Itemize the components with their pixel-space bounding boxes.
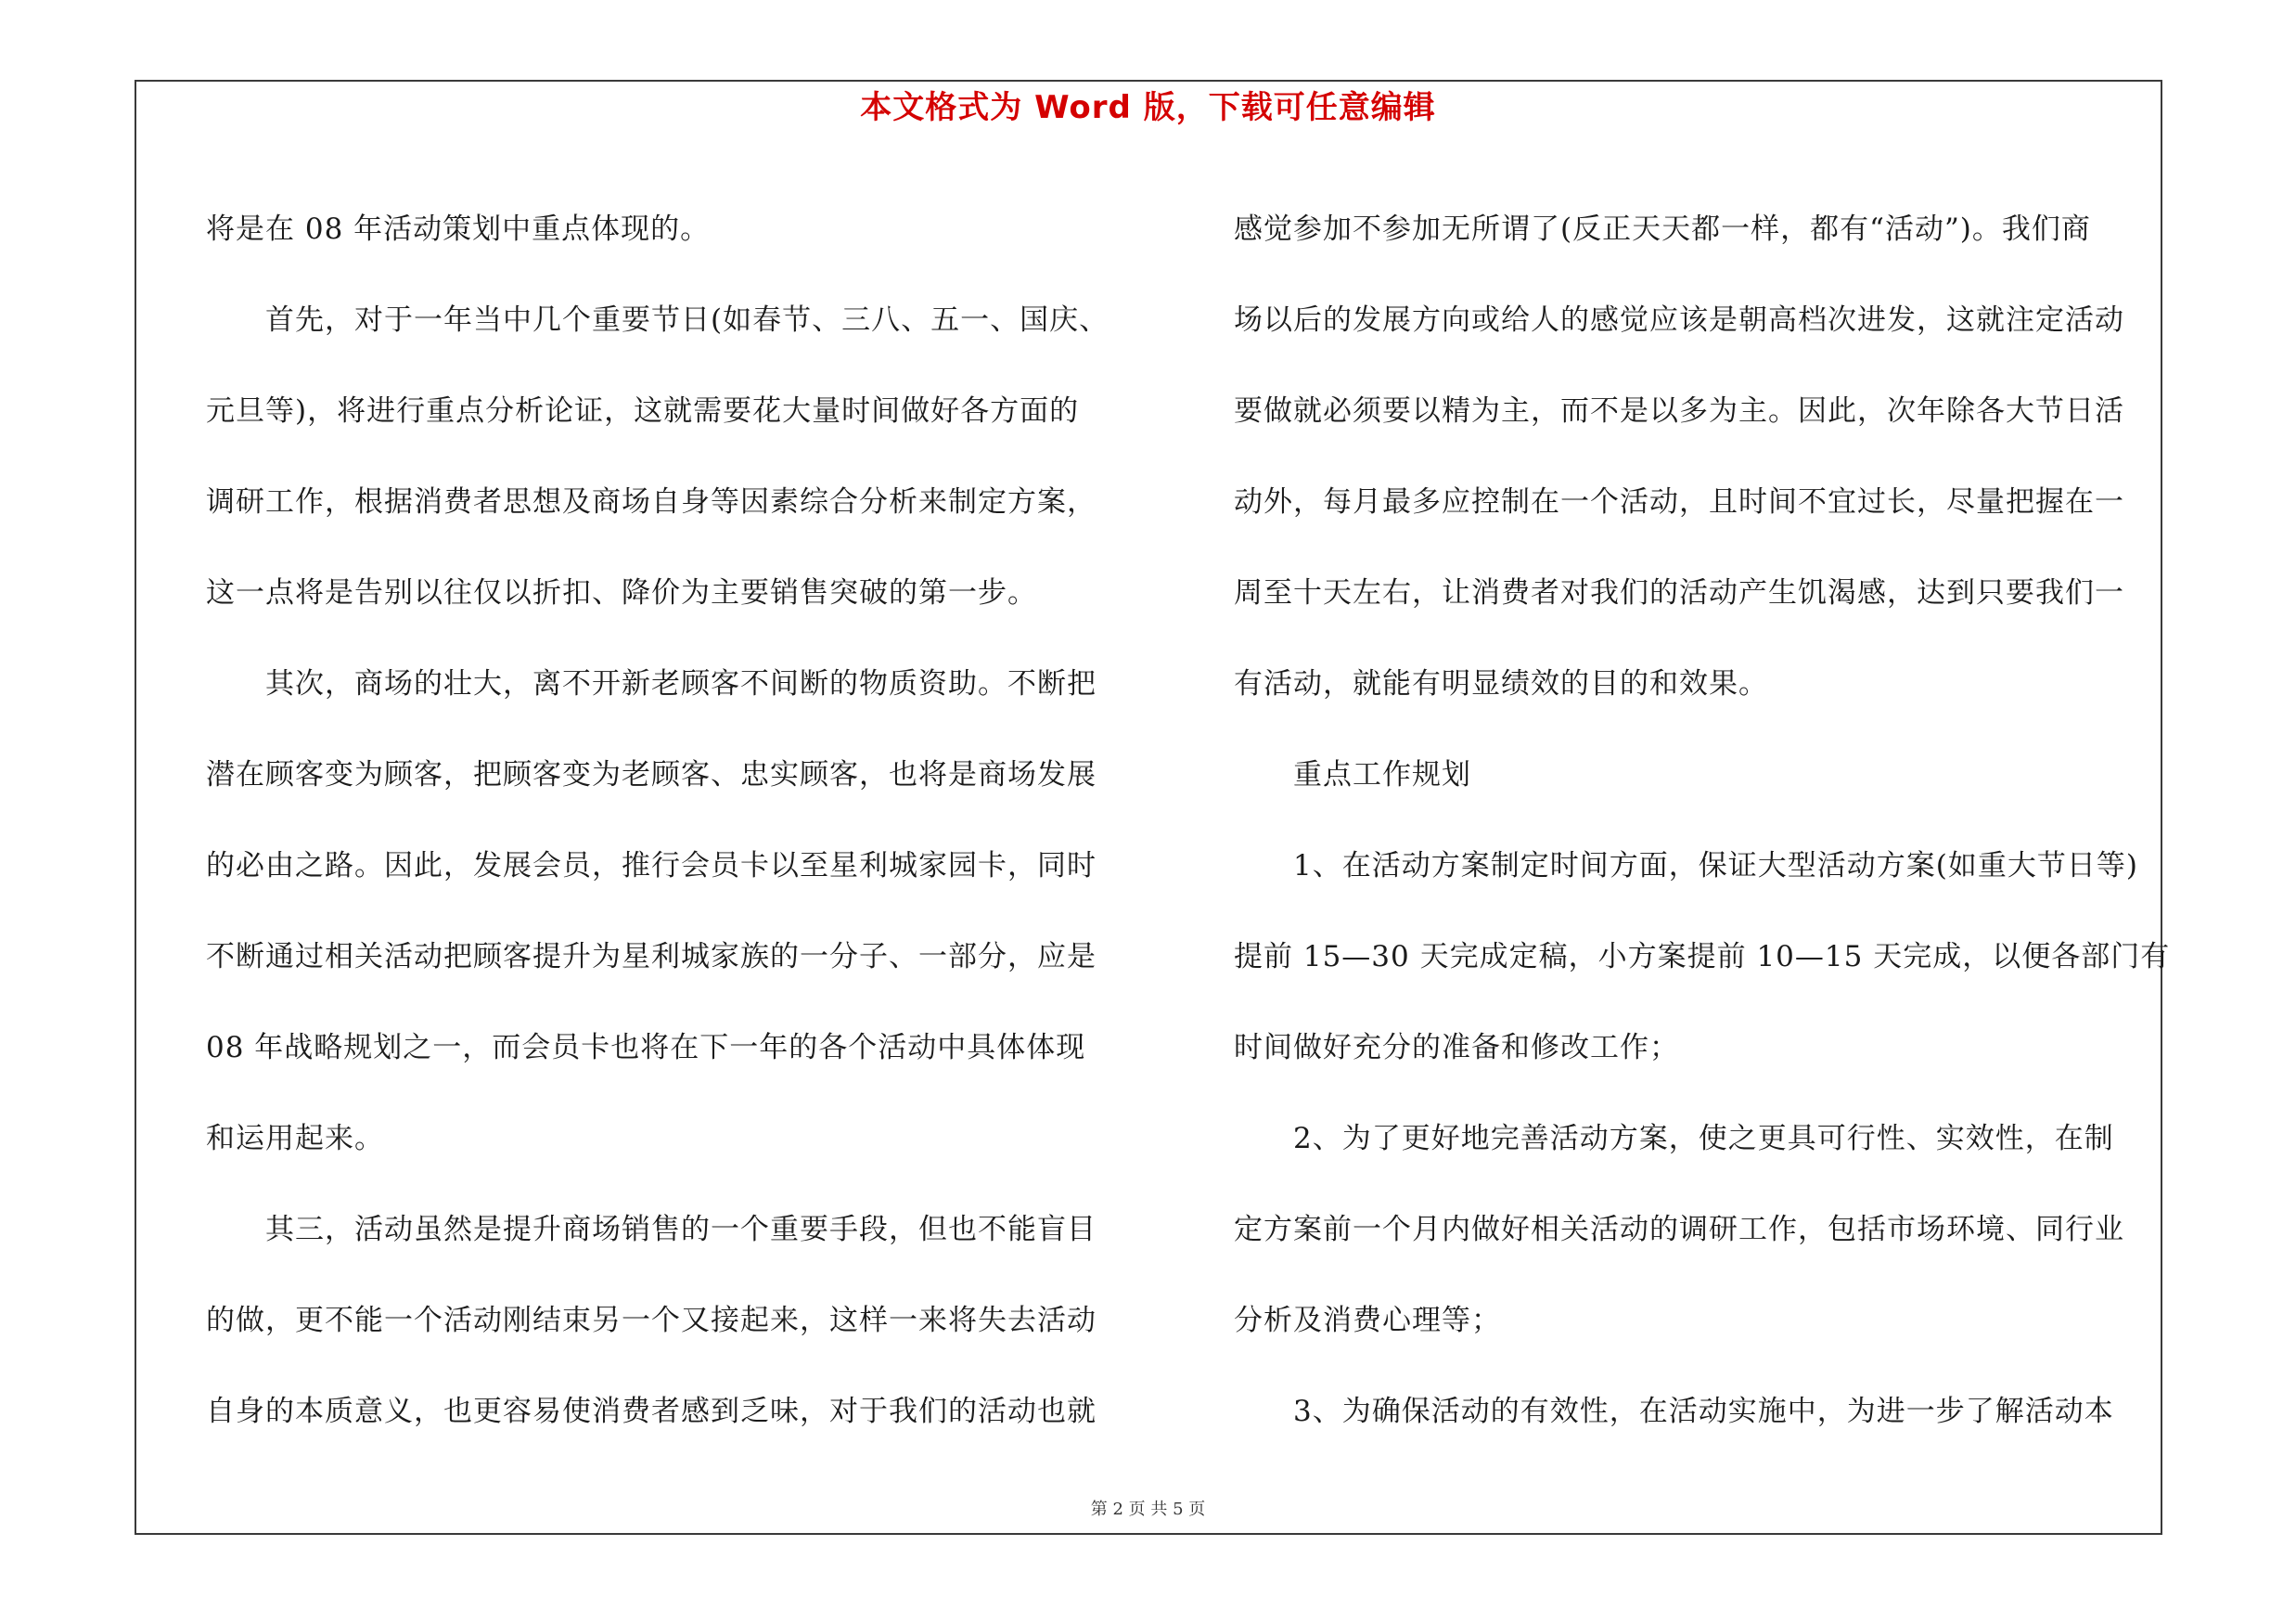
text-line: 感觉参加不参加无所谓了(反正天天都一样，都有“活动”)。我们商 [1234,213,2091,246]
text-line: 周至十天左右，让消费者对我们的活动产生饥渴感，达到只要我们一 [1234,576,2124,610]
text-line: 调研工作，根据消费者思想及商场自身等因素综合分析来制定方案， [206,485,1097,519]
text-line: 要做就必须要以精为主，而不是以多为主。因此，次年除各大节日活 [1234,394,2124,428]
format-banner: 本文格式为 Word 版，下载可任意编辑 [860,89,1436,126]
section-heading: 重点工作规划 [1293,758,1471,792]
paragraph-start-line: 1、在活动方案制定时间方面，保证大型活动方案(如重大节日等) [1293,849,2138,882]
text-line: 动外，每月最多应控制在一个活动，且时间不宜过长，尽量把握在一 [1234,485,2124,519]
text-line: 自身的本质意义，也更容易使消费者感到乏味，对于我们的活动也就 [206,1395,1097,1428]
paragraph-start-line: 2、为了更好地完善活动方案，使之更具可行性、实效性，在制 [1293,1122,2114,1155]
paragraph-start-line: 首先，对于一年当中几个重要节日(如春节、三八、五一、国庆、 [265,303,1110,337]
text-line: 08 年战略规划之一，而会员卡也将在下一年的各个活动中具体体现 [206,1031,1086,1064]
left-column [206,184,1134,1457]
text-line: 场以后的发展方向或给人的感觉应该是朝高档次进发，这就注定活动 [1234,303,2124,337]
text-line: 和运用起来。 [206,1122,384,1155]
text-line: 元旦等)，将进行重点分析论证，这就需要花大量时间做好各方面的 [206,394,1080,428]
paragraph-start-line: 3、为确保活动的有效性，在活动实施中，为进一步了解活动本 [1293,1395,2114,1428]
paragraph-start-line: 其三，活动虽然是提升商场销售的一个重要手段，但也不能盲目 [265,1213,1097,1246]
text-line: 的做，更不能一个活动刚结束另一个又接起来，这样一来将失去活动 [206,1304,1097,1337]
text-line: 不断通过相关活动把顾客提升为星利城家族的一分子、一部分，应是 [206,940,1097,973]
paragraph-start-line: 其次，商场的壮大，离不开新老顾客不间断的物质资助。不断把 [265,667,1097,701]
text-line: 定方案前一个月内做好相关活动的调研工作，包括市场环境、同行业 [1234,1213,2124,1246]
text-line: 时间做好充分的准备和修改工作； [1234,1031,1679,1064]
page-number: 第 2 页 共 5 页 [1090,1500,1206,1519]
text-line: 将是在 08 年活动策划中重点体现的。 [206,213,711,246]
right-column [1234,184,2171,1457]
text-line: 潜在顾客变为顾客，把顾客变为老顾客、忠实顾客，也将是商场发展 [206,758,1097,792]
text-line: 这一点将是告别以往仅以折扣、降价为主要销售突破的第一步。 [206,576,1037,610]
text-line: 的必由之路。因此，发展会员，推行会员卡以至星利城家园卡，同时 [206,849,1097,882]
text-line: 分析及消费心理等； [1234,1304,1501,1337]
text-line: 有活动，就能有明显绩效的目的和效果。 [1234,667,1768,701]
text-line: 提前 15—30 天完成定稿，小方案提前 10—15 天完成，以便各部门有 [1234,940,2171,973]
